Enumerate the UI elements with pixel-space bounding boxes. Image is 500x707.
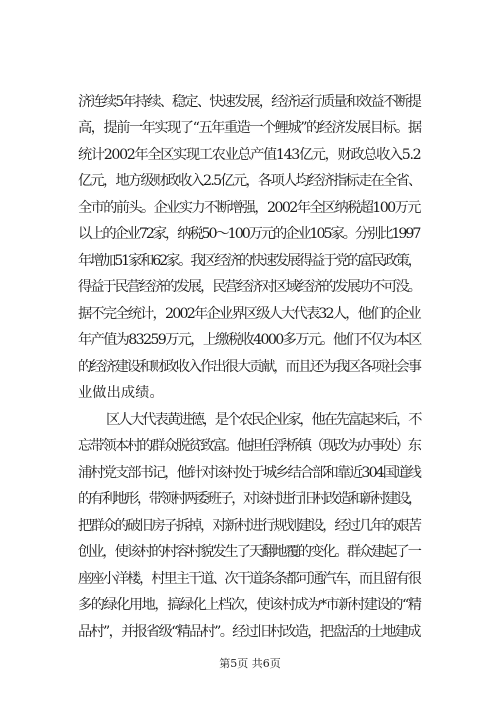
text-line: 得益于民营经济的发展，民营经济对区域经济的发展功不可没。 <box>78 279 420 295</box>
text-line: 的经济建设和财政收入作出很大贡献，而且还为我区各项社会事 <box>78 359 420 375</box>
text-line: 济连续5年持续、稳定、快速发展，经济运行质量和效益不断提 <box>78 94 421 110</box>
text-line: 年增加51家和62家。我区经济的快速发展得益于党的富民政策， <box>78 253 420 269</box>
paragraph-first-line: 区人大代表黄进德，是个农民企业家，他在先富起来后，不 <box>106 412 421 428</box>
text-line: 高，提前一年实现了“五年重造一个鲤城”的经济发展目标。据 <box>78 120 421 136</box>
text-line: 业做出成绩。 <box>78 385 164 401</box>
text-line: 亿元，地方级财政收入2.5亿元，各项人均经济指标走在全省、 <box>78 173 421 189</box>
text-line: 据不完全统计，2002年企业界区级人大代表32人，他们的企业 <box>78 306 420 322</box>
text-line: 年产值为83259万元，上缴税收4000多万元。他们不仅为本区 <box>78 332 421 348</box>
text-line: 浦村党支部书记，他针对该村处于城乡结合部和靠近304国道线 <box>78 465 420 481</box>
text-line: 把群众的破旧房子拆掉，对新村进行规划建设，经过几年的艰苦 <box>78 518 420 534</box>
text-line: 品村”，并报省级“精品村”。经过旧村改造，把盘活的土地建成 <box>78 624 420 640</box>
page-footer: 第5页 共6页 <box>219 657 281 670</box>
text-line: 多的绿化用地，搞绿化上档次，使该村成为*市新村建设的“精 <box>78 597 421 613</box>
text-line: 座座小洋楼，村里主干道、次干道条条都可通汽车，而且留有很 <box>78 571 420 587</box>
text-line: 的有利地形，带领村两委班子，对该村进行旧村改造和新村建设， <box>78 491 420 507</box>
text-line: 全市的前头。企业实力不断增强，2002年全区纳税超100万元 <box>78 200 420 216</box>
text-line: 以上的企业72家，纳税50～100万元的企业105家。分别比1997 <box>78 226 420 242</box>
text-line: 统计2002年全区实现工农业总产值143亿元，财政总收入5.2 <box>78 147 421 163</box>
text-line: 创业，使该村的村容村貌发生了天翻地覆的变化。群众建起了一 <box>78 544 420 560</box>
text-line: 忘带领本村的群众脱贫致富。他担任浮桥镇（现改为办事处）东 <box>78 438 420 454</box>
